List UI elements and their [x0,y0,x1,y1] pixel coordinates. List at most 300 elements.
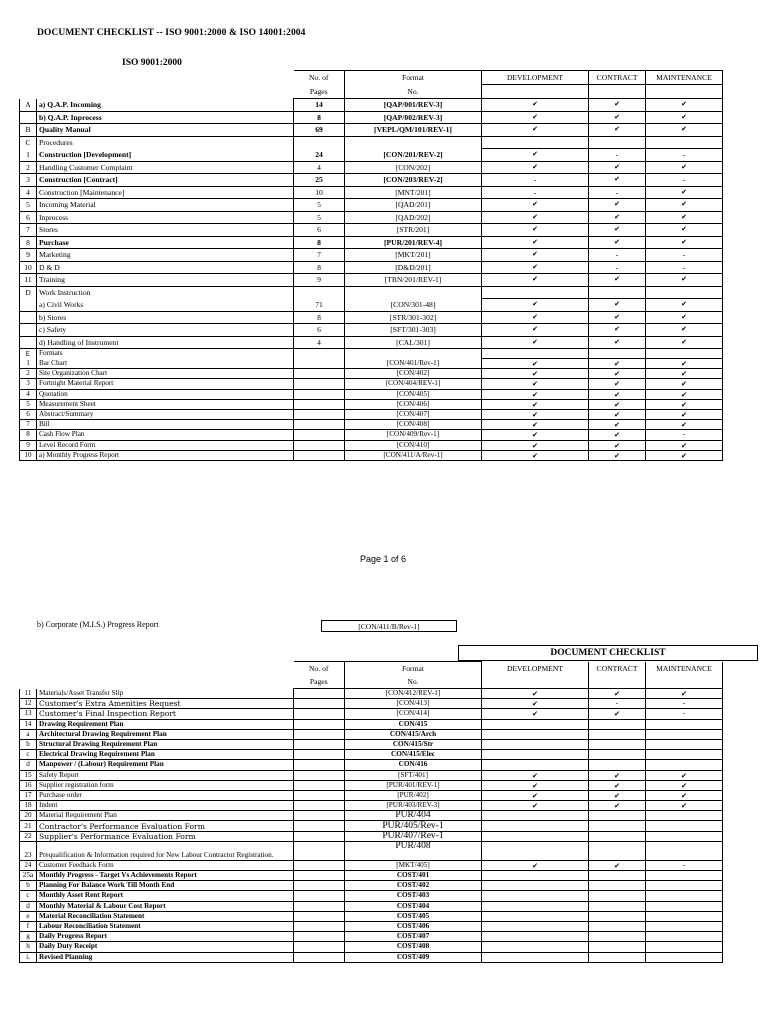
row-development [482,921,589,931]
format-header-2: No. [345,85,482,99]
row-development [482,911,589,921]
row-letter: 3 [20,379,37,389]
row-maintenance: ✔ [646,399,723,409]
row-pages [294,790,345,800]
row-name: c) Safety [37,324,294,337]
table-row [20,750,723,760]
row-contract: ✔ [589,450,646,460]
row-development: ✔ [482,430,589,440]
row-letter: 24 [20,860,37,870]
row-development: ✔ [482,790,589,800]
row-letter [20,336,37,349]
row-maintenance: ✔ [646,111,723,124]
row-development: ✔ [482,236,589,249]
row-contract [589,739,646,749]
row-development: ✔ [482,369,589,379]
row-letter: 22 [20,831,37,841]
row-name: Bill [37,420,294,430]
row-contract [589,871,646,881]
row-maintenance [646,942,723,952]
row-pages [294,440,345,450]
row-format: [CON/203/REV-2] [345,174,482,187]
row-maintenance: - [646,174,723,187]
row-letter: 7 [20,420,37,430]
row-contract: ✔ [589,161,646,174]
row-format: [CON/405] [345,389,482,399]
row-pages [294,770,345,780]
row-format [345,136,482,149]
row-development [482,750,589,760]
row-development [482,739,589,749]
row-letter: c [20,891,37,901]
pages-header-2-t2: Pages [294,675,345,689]
row-development: ✔ [482,261,589,274]
table-row [20,932,723,942]
table-row [20,739,723,749]
table-row [20,99,723,112]
row-format: [VEPL/QM/101/REV-1] [345,124,482,137]
row-format: [QAP/002/REV-3] [345,111,482,124]
row-name: Construction [Contract] [37,174,294,187]
row-pages [294,881,345,891]
row-maintenance: - [646,149,723,162]
row-maintenance [646,286,723,299]
row-maintenance: ✔ [646,780,723,790]
row-letter: 17 [20,790,37,800]
row-contract [589,891,646,901]
row-letter: 8 [20,236,37,249]
row-pages [294,901,345,911]
row-format: [PUR/201/REV-4] [345,236,482,249]
row-pages: 25 [294,174,345,187]
row-letter: 2 [20,369,37,379]
checklist-2-title: DOCUMENT CHECKLIST [458,645,758,661]
row-contract [589,942,646,952]
row-letter: 5 [20,399,37,409]
row-development [482,136,589,149]
row-contract [589,881,646,891]
row-development: ✔ [482,780,589,790]
row-pages: 8 [294,261,345,274]
row-contract [589,821,646,831]
row-maintenance [646,911,723,921]
row-maintenance: ✔ [646,274,723,287]
row-format: CON/416 [345,760,482,770]
row-name: Electrical Drawing Requirement Plan [37,750,294,760]
row-format: [CON/410] [345,440,482,450]
row-contract [589,921,646,931]
table-row [20,324,723,337]
row-contract: ✔ [589,440,646,450]
row-name: Monthly Material & Labour Cost Report [37,901,294,911]
row-contract: ✔ [589,274,646,287]
row-development [482,932,589,942]
row-pages [294,921,345,931]
row-maintenance: ✔ [646,199,723,212]
row-contract: ✔ [589,224,646,237]
row-pages: 5 [294,199,345,212]
row-contract: ✔ [589,790,646,800]
row-pages [294,801,345,811]
row-letter: 25a [20,871,37,881]
table-row [20,821,723,831]
row-name: Purchase order [37,790,294,800]
row-contract: ✔ [589,124,646,137]
row-contract: ✔ [589,199,646,212]
row-letter: 11 [20,689,37,699]
row-pages [294,399,345,409]
row-name: Site Organization Chart [37,369,294,379]
row-name: d) Handling of Instrument [37,336,294,349]
row-pages [294,831,345,841]
row-name: Customer's Final Inspection Report [37,709,294,719]
row-name: Stores [37,224,294,237]
format-header-1: Format [345,71,482,85]
row-pages [294,860,345,870]
row-name: Drawing Requirement Plan [37,719,294,729]
row-contract: ✔ [589,689,646,699]
row-contract: ✔ [589,174,646,187]
row-format: [CON/411/A/Rev-1] [345,450,482,460]
row-name: Fortnight Material Report [37,379,294,389]
row-format: [TRN/201/REV-1] [345,274,482,287]
table-row [20,274,723,287]
row-contract: ✔ [589,359,646,369]
row-format: CON/415/Str [345,739,482,749]
row-pages [294,689,345,699]
row-contract: ✔ [589,420,646,430]
row-maintenance: ✔ [646,359,723,369]
table-row [20,186,723,199]
row-format: [MNT/201] [345,186,482,199]
row-format: [CON/409/Rev-1] [345,430,482,440]
row-maintenance [646,760,723,770]
row-name: Daily Progress Report [37,932,294,942]
row-maintenance [646,921,723,931]
row-pages [294,942,345,952]
row-letter: a [20,729,37,739]
row-contract: - [589,249,646,262]
row-letter: 21 [20,821,37,831]
row-pages [294,952,345,962]
table-row [20,801,723,811]
formats-heading: Formats [37,349,294,359]
row-contract: ✔ [589,99,646,112]
row-maintenance: ✔ [646,299,723,312]
row-letter: D [20,286,37,299]
row-format: COST/403 [345,891,482,901]
row-pages [294,409,345,419]
row-maintenance [646,831,723,841]
row-letter: 16 [20,780,37,790]
maintenance-header: MAINTENANCE [646,71,723,85]
row-name: Planning For Balance Work Till Month End [37,881,294,891]
row-format [345,286,482,299]
row-name: Contractor's Performance Evaluation Form [37,821,294,831]
row-name: Daily Duty Receipt [37,942,294,952]
pages-header-2: Pages [294,85,345,99]
row-maintenance: ✔ [646,161,723,174]
row-development: ✔ [482,440,589,450]
row-contract: - [589,699,646,709]
row-letter: 2 [20,161,37,174]
row-format: [CON/408] [345,420,482,430]
row-contract: ✔ [589,311,646,324]
row-format: [CON/407] [345,409,482,419]
row-pages: 6 [294,324,345,337]
row-contract [589,901,646,911]
row-letter [20,311,37,324]
row-pages [294,811,345,821]
table-row [20,161,723,174]
row-name: Structural Drawing Requirement Plan [37,739,294,749]
row-format: [QAD/202] [345,211,482,224]
row-development: ✔ [482,399,589,409]
row-contract: - [589,149,646,162]
row-contract: ✔ [589,379,646,389]
row-contract [589,831,646,841]
row-format: PUR/407/Rev-1 [345,831,482,841]
row-letter: 5 [20,199,37,212]
table-row [20,336,723,349]
table-row [20,841,723,860]
row-development: ✔ [482,389,589,399]
table-row [20,942,723,952]
row-format: [CON/406] [345,399,482,409]
row-pages: 24 [294,149,345,162]
row-pages [294,821,345,831]
row-pages [294,379,345,389]
row-format: [CON/414] [345,709,482,719]
row-name: Supplier's Performance Evaluation Form [37,831,294,841]
row-maintenance [646,881,723,891]
table-row [20,780,723,790]
row-format: COST/406 [345,921,482,931]
row-maintenance: ✔ [646,324,723,337]
row-format: [SFT/301-303] [345,324,482,337]
row-development: ✔ [482,860,589,870]
row-maintenance [646,952,723,962]
row-name: b) Q.A.P. Inprocess [37,111,294,124]
row-pages: 5 [294,211,345,224]
row-pages: 69 [294,124,345,137]
row-maintenance [646,719,723,729]
row-development: ✔ [482,111,589,124]
row-contract: ✔ [589,409,646,419]
row-name: Monthly Progress - Target Vs Achievements Report [37,871,294,881]
row-maintenance: ✔ [646,790,723,800]
contract-header: CONTRACT [589,71,646,85]
table-row [20,699,723,709]
row-letter: 4 [20,389,37,399]
row-letter: 3 [20,174,37,187]
table-row [20,760,723,770]
table-row [20,399,723,409]
row-pages [294,729,345,739]
row-development: ✔ [482,699,589,709]
row-name: Material Reconciliation Statement [37,911,294,921]
row-development: ✔ [482,420,589,430]
table-row [20,369,723,379]
row-maintenance: - [646,430,723,440]
row-development [482,811,589,821]
row-pages [294,932,345,942]
row-name: Quality Manual [37,124,294,137]
table-row [20,921,723,931]
row-development: ✔ [482,336,589,349]
row-pages: 8 [294,311,345,324]
row-name: Architectural Drawing Requirement Plan [37,729,294,739]
row-maintenance [646,901,723,911]
row-pages [294,760,345,770]
row-name: Training [37,274,294,287]
row-contract [589,811,646,821]
row-maintenance: - [646,699,723,709]
table-row [20,379,723,389]
row-development: ✔ [482,324,589,337]
row-letter: 10 [20,261,37,274]
row-maintenance: - [646,261,723,274]
row-format: [CON/201/REV-2] [345,149,482,162]
table-row [20,770,723,780]
row-letter: 9 [20,440,37,450]
row-format: COST/409 [345,952,482,962]
row-letter: A [20,99,37,112]
row-pages [294,891,345,901]
row-contract: ✔ [589,860,646,870]
row-format: [CON/404/REV-1] [345,379,482,389]
row-name: Marketing [37,249,294,262]
row-letter: i. [20,952,37,962]
row-development: ✔ [482,124,589,137]
row-format: [QAP/001/REV-3] [345,99,482,112]
row-contract [589,136,646,149]
corporate-report-label: b) Corporate (M.I.S.) Progress Report [37,620,159,629]
row-maintenance: ✔ [646,389,723,399]
row-letter [20,324,37,337]
row-pages: 14 [294,99,345,112]
row-maintenance [646,932,723,942]
table-row [20,199,723,212]
row-maintenance: ✔ [646,336,723,349]
row-maintenance: - [646,249,723,262]
row-development: - [482,174,589,187]
row-format: [CON/402] [345,369,482,379]
row-letter: 13 [20,709,37,719]
row-development [482,942,589,952]
row-format: [QAD/201] [345,199,482,212]
row-letter: g [20,932,37,942]
page-title: DOCUMENT CHECKLIST -- ISO 9001:2000 & ISO 14001:2004 [37,28,306,38]
row-maintenance: ✔ [646,409,723,419]
row-contract [589,719,646,729]
row-development [482,719,589,729]
row-letter: d [20,760,37,770]
row-contract: ✔ [589,709,646,719]
pages-header-1: No. of [294,71,345,85]
row-pages: 4 [294,161,345,174]
table-row [20,236,723,249]
row-pages [294,369,345,379]
row-development [482,871,589,881]
row-maintenance [646,841,723,860]
table-row [20,952,723,962]
row-letter: 1 [20,359,37,369]
row-name: Inprocess [37,211,294,224]
table-row [20,719,723,729]
row-maintenance: ✔ [646,224,723,237]
row-contract: ✔ [589,324,646,337]
formats-letter: E [20,349,37,359]
row-format: COST/404 [345,901,482,911]
row-name: Quotation [37,389,294,399]
row-format: PUR/404 [345,811,482,821]
checklist-table-2 [19,661,723,963]
table-row [20,440,723,450]
table-row [20,891,723,901]
row-contract: ✔ [589,236,646,249]
row-name: Abstract/Summary [37,409,294,419]
table-row [20,729,723,739]
row-pages [294,450,345,460]
row-format: [CAL/301] [345,336,482,349]
row-pages: 4 [294,336,345,349]
row-development [482,760,589,770]
row-pages [294,911,345,921]
row-maintenance [646,729,723,739]
row-name: Work Instruction [37,286,294,299]
row-name: Construction [Maintenance] [37,186,294,199]
contract-header-t2: CONTRACT [589,662,646,676]
row-name: Supplier registration form [37,780,294,790]
row-development [482,901,589,911]
row-letter: h [20,942,37,952]
row-letter: 20 [20,811,37,821]
row-contract [589,841,646,860]
row-format: [CON/413] [345,699,482,709]
row-name: Materials/Asset Transfer Slip [37,689,294,699]
row-name: Purchase [37,236,294,249]
row-format: [PUR/402] [345,790,482,800]
row-pages [294,430,345,440]
row-pages [294,420,345,430]
row-letter: 7 [20,224,37,237]
row-development [482,891,589,901]
table-row [20,299,723,312]
row-contract: ✔ [589,369,646,379]
row-maintenance [646,811,723,821]
table-row [20,860,723,870]
row-development: ✔ [482,379,589,389]
row-format: COST/401 [345,871,482,881]
table-row [20,911,723,921]
row-development: ✔ [482,801,589,811]
row-development: - [482,186,589,199]
row-name: Level Record Form [37,440,294,450]
row-name: Measurement Sheet [37,399,294,409]
row-name: Cash Flow Plan [37,430,294,440]
row-contract: ✔ [589,430,646,440]
row-development [482,831,589,841]
row-format: COST/407 [345,932,482,942]
row-development: ✔ [482,211,589,224]
row-letter: 10 [20,450,37,460]
row-name: b) Stores [37,311,294,324]
row-name: a) Q.A.P. Incoming [37,99,294,112]
table-row [20,261,723,274]
row-format: CON/415/Arch [345,729,482,739]
row-format: [MKT/201] [345,249,482,262]
